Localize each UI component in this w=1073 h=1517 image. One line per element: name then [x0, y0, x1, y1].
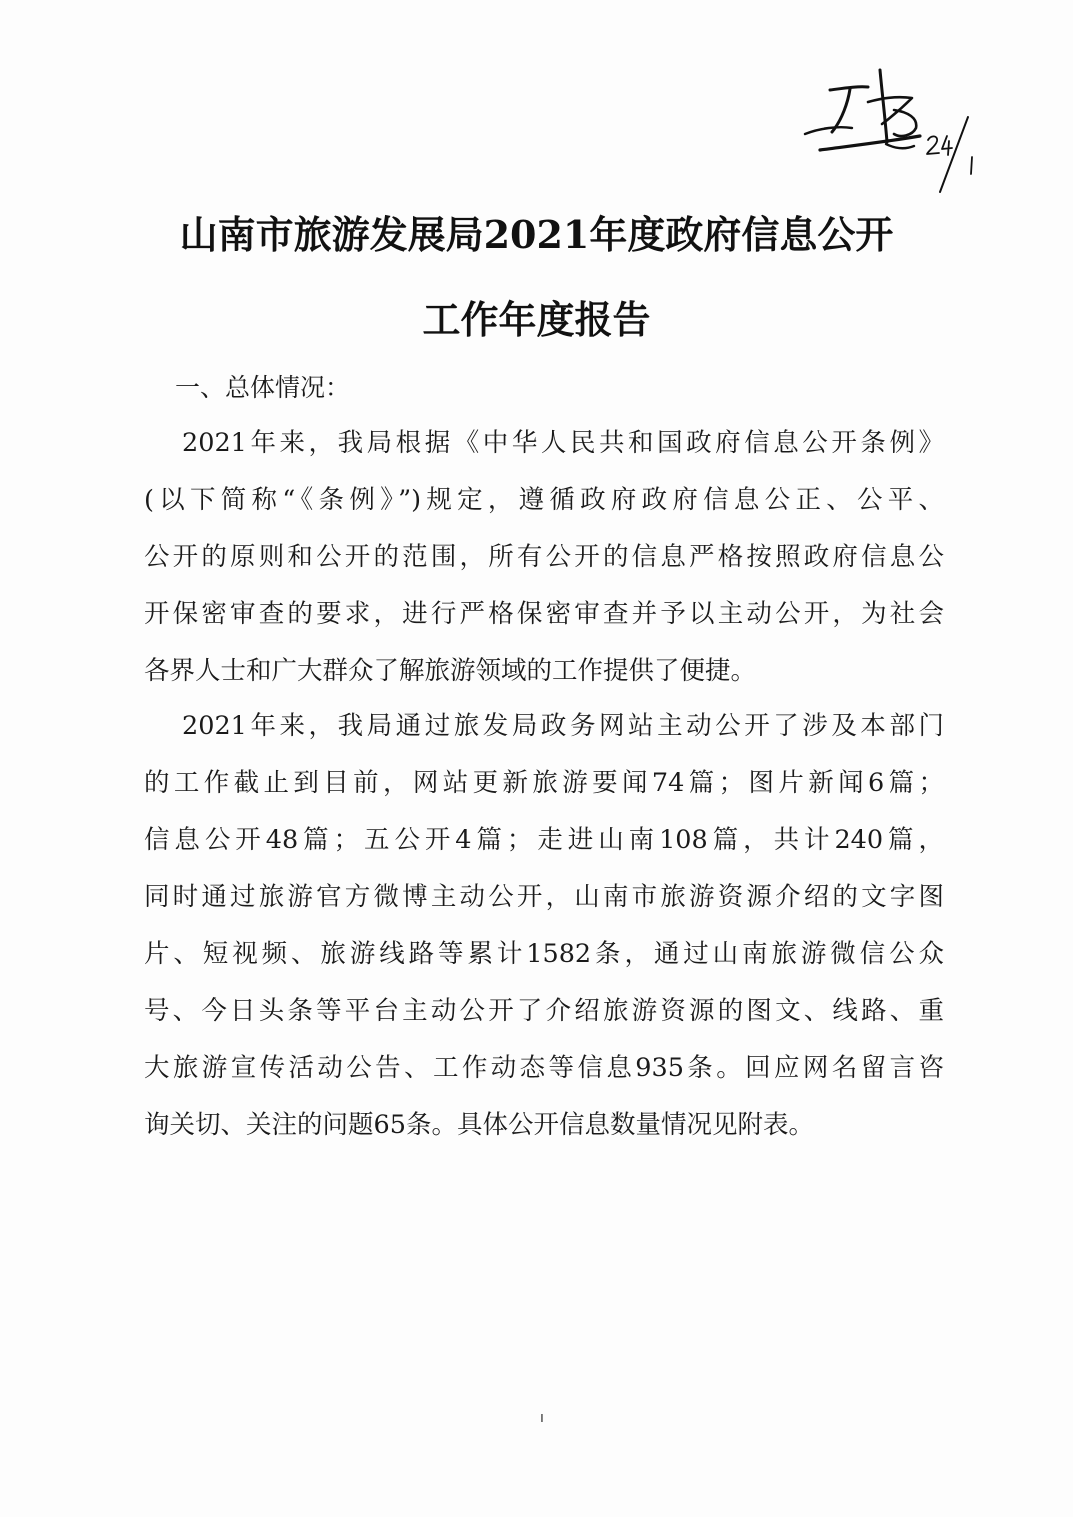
- handwritten-signature: [790, 62, 990, 197]
- paragraph-line: 的工作截止到目前，网站更新旅游要闻74篇；图片新闻6篇；: [144, 768, 944, 798]
- paragraph-line: 2021年来，我局根据《中华人民共和国政府信息公开条例》: [182, 428, 944, 458]
- paragraph-line: 号、今日头条等平台主动公开了介绍旅游资源的图文、线路、重: [144, 996, 944, 1026]
- paragraph-line: 同时通过旅游官方微博主动公开，山南市旅游资源介绍的文字图: [144, 882, 944, 912]
- page-number-mark: ı: [540, 1410, 544, 1426]
- paragraph-line: (以下简称“《条例》”)规定，遵循政府政府信息公正、公平、: [144, 485, 944, 515]
- paragraph-line: 开保密审查的要求，进行严格保密审查并予以主动公开，为社会: [144, 599, 944, 629]
- paragraph-line: 各界人士和广大群众了解旅游领域的工作提供了便捷。: [144, 656, 757, 686]
- paragraph-line: 大旅游宣传活动公告、工作动态等信息935条。回应网名留言咨: [144, 1053, 944, 1083]
- paragraph-line: 2021年来，我局通过旅发局政务网站主动公开了涉及本部门: [182, 711, 944, 741]
- section-heading: 一、总体情况：: [175, 373, 351, 402]
- paragraph-line: 询关切、关注的问题65条。具体公开信息数量情况见附表。: [144, 1110, 814, 1140]
- paragraph-line: 公开的原则和公开的范围，所有公开的信息严格按照政府信息公: [144, 542, 944, 572]
- paragraph-1: [144, 415, 944, 700]
- report-title-line-1: 山南市旅游发展局2021年度政府信息公开: [179, 212, 894, 257]
- paragraph-line: 片、短视频、旅游线路等累计1582条，通过山南旅游微信公众: [144, 939, 944, 969]
- paragraph-line: 信息公开48篇；五公开4篇；走进山南108篇，共计240篇，: [144, 825, 944, 855]
- paragraph-2: [144, 698, 944, 1154]
- report-title-line-2: 工作年度报告: [422, 297, 651, 342]
